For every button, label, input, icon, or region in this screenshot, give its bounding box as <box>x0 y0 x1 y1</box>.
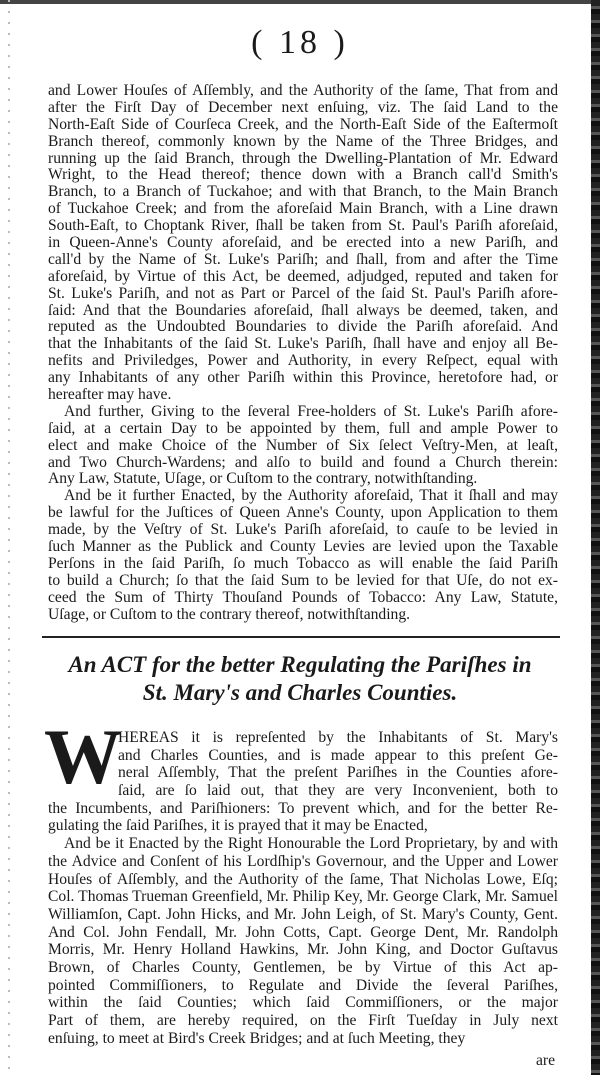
text-line: the Advice and Conſent of his Lordſhip's Governour, and the Upper and Lower <box>48 852 558 870</box>
text-line: HEREAS it is repreſented by the Inhabitants of St. Mary's <box>118 729 558 746</box>
text-line: aforeſaid, by Virtue of this Act, be deemed, adjudged, reputed and taken for <box>48 267 558 285</box>
text-line: reputed as the Undoubted Boundaries to divide the Pariſh aforeſaid. And <box>48 318 558 336</box>
text-line: elect and make Choice of the Number of Six ſelect Veſtry-Men, at leaſt, <box>48 436 558 454</box>
text-line: call'd by the Name of St. Luke's Pariſh; and ſhall, from and after the Time <box>48 250 558 268</box>
text-line: And Col. John Fendall, Mr. John Cotts, Capt. George Dent, Mr. Randolph <box>48 923 558 941</box>
text-line: nefits and Priviledges, Power and Authority, in every Reſpect, equal with <box>48 352 558 370</box>
text-line: Brown, of Charles County, Gentlemen, be by Virtue of this Act ap- <box>48 958 558 976</box>
act-text <box>48 729 558 1047</box>
page-top-edge <box>0 0 600 4</box>
text-line: South-Eaſt, to Choptank River, ſhall be taken from St. Paul's Pariſh aforeſaid, <box>48 217 558 235</box>
text-line: enſuing, to meet at Bird's Creek Bridges; and at ſuch Meeting, they <box>48 1029 466 1047</box>
text-line: in Queen-Anne's County aforeſaid, and be erected into a new Pariſh, and <box>48 234 558 252</box>
page-number: ( 18 ) <box>251 24 349 61</box>
text-line: and Two Church-Wardens; and alſo to build and found a Church therein: <box>48 453 558 471</box>
text-line: be lawful for the Juſtices of Queen Anne's County, upon Application to them <box>48 504 558 522</box>
text-line: Houſes of Aſſembly, and the Authority of the ſame, That Nicholas Lowe, Eſq; <box>48 870 558 888</box>
act-text-continued <box>48 83 558 624</box>
text-line: Perſons in the ſaid Pariſh, ſo much Tobacco as will enable the ſaid Pariſh <box>48 554 558 572</box>
text-line: ſuch Manner as the Publick and County Levies are levied upon the Taxable <box>48 538 558 556</box>
text-line: and Lower Houſes of Aſſembly, and the Authority of the ſame, That from and <box>48 82 558 99</box>
text-line: within the ſaid Counties; which ſaid Commiſſioners, or the major <box>48 994 558 1012</box>
text-line: any Inhabitants of any other Pariſh within this Province, heretofore had, or <box>48 369 558 387</box>
text-line: ſaid, at a certain Day to be appointed by them, full and ample Power to <box>48 419 558 437</box>
text-line: Any Law, Statute, Uſage, or Cuſtom to the contrary, notwithſtanding. <box>48 470 478 488</box>
text-line: to build a Church; ſo that the ſaid Sum to be levied for that Uſe, do not ex- <box>48 571 558 589</box>
text-line: Col. Thomas Trueman Greenfield, Mr. Philip Key, Mr. George Clark, Mr. Samuel <box>48 888 558 906</box>
text-line: North-Eaſt Side of Courſeca Creek, and the North-Eaſt Side of the Eaſtermoſt <box>48 115 558 133</box>
page-right-edge <box>591 0 600 1075</box>
text-line: St. Luke's Pariſh, and not as Part or Parcel of the ſaid St. Paul's Pariſh afore- <box>48 284 558 302</box>
text-line: Wright, to the Head thereof; thence down with a Branch call'd Smith's <box>48 166 558 184</box>
page-left-margin <box>8 0 10 1075</box>
text-line: made, by the Veſtry of St. Luke's Pariſh aforeſaid, to cauſe to be levied in <box>48 521 558 539</box>
text-line: the Incumbents, and Pariſhioners: To prevent which, and for the better Re- <box>48 799 558 817</box>
text-line: And be it further Enacted, by the Authority aforeſaid, That it ſhall and may <box>64 487 558 505</box>
act-title-line-2: St. Mary's and Charles Counties. <box>142 680 458 705</box>
text-line: running up the ſaid Branch, through the Dwelling-Plantation of Mr. Edward <box>48 149 558 167</box>
text-line: Williamſon, Capt. John Hicks, and Mr. John Leigh, of St. Mary's County, Gent. <box>48 905 558 923</box>
text-line: and Charles Counties, and is made appear to this preſent Ge- <box>118 746 558 764</box>
text-line: gulating the ſaid Pariſhes, it is prayed that it may be Enacted, <box>48 817 428 835</box>
act-title-line-1: An ACT for the better Regulating the Pariſhes in <box>68 652 532 677</box>
text-line: And be it Enacted by the Right Honourable the Lord Proprietary, by and with <box>64 835 558 853</box>
text-line: ceed the Sum of Thirty Thouſand Pounds of Tobacco: Any Law, Statute, <box>48 588 558 606</box>
catchword: are <box>535 1052 555 1069</box>
text-line: hereafter may have. <box>48 386 172 404</box>
text-line: And further, Giving to the ſeveral Free-holders of St. Luke's Pariſh afore- <box>64 402 558 420</box>
text-line: neral Aſſembly, That the preſent Pariſhes in the Counties afore- <box>118 764 558 782</box>
text-line: Uſage, or Cuſtom to the contrary thereof, notwithſtanding. <box>48 605 411 623</box>
text-line: Branch thereof, commonly known by the Name of the Three Bridges, and <box>48 132 558 150</box>
text-line: pointed Commiſſioners, to Regulate and Divide the ſeveral Pariſhes, <box>48 976 558 994</box>
text-line: ſaid, are ſo laid out, that they are very Inconvenient, both to <box>118 782 558 800</box>
text-line: Part of them, are hereby required, on the Firſt Tueſday in July next <box>48 1012 558 1029</box>
section-divider <box>42 636 560 638</box>
drop-cap: W <box>44 713 122 800</box>
text-line: that the Inhabitants of the ſaid St. Luke's Pariſh, ſhall have and enjoy all Be- <box>48 335 558 353</box>
text-line: Morris, Mr. Henry Holland Hawkins, Mr. John King, and Doctor Guſtavus <box>48 941 558 959</box>
text-line: ſaid: And that the Boundaries aforeſaid, ſhall always be deemed, taken, and <box>48 301 558 319</box>
text-line: of Tuckahoe Creek; and from the aforeſaid Main Branch, with a Line drawn <box>48 200 558 218</box>
text-line: Branch, to a Branch of Tuckahoe; and with that Branch, to the Main Branch <box>48 183 558 201</box>
text-line: after the Firſt Day of December next enſuing, viz. The ſaid Land to the <box>48 98 558 116</box>
